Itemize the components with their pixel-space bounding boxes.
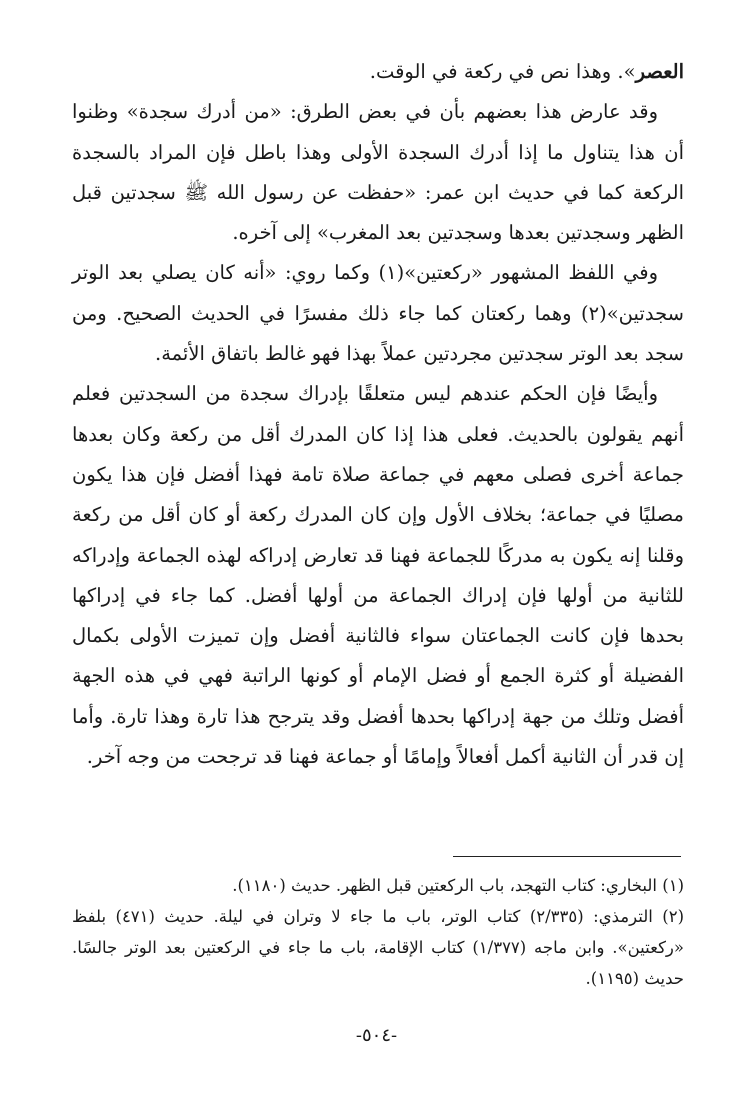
main-text: [72, 52, 684, 777]
footnote-separator: [453, 856, 681, 857]
paragraph-1: [72, 52, 684, 92]
paragraph-3: وفي اللفظ المشهور «ركعتين»(١) وكما روي: «أنه كان يصلي بعد الوتر سجدتين»(٢) وهما ركعتان كما جاء ذلك مفسرًا في الحديث الصحيح. ومن سجد بعد الوتر سجدتين مجردتين عملاً بهذا فهو غالط باتفاق الأئمة.: [72, 261, 684, 366]
page-number: -٥٠٤-: [355, 1025, 398, 1046]
footnote-1: (١) البخاري: كتاب التهجد، باب الركعتين قبل الظهر. حديث (١١٨٠).: [232, 876, 684, 895]
paragraph-1-text: ». وهذا نص في ركعة في الوقت.: [369, 60, 636, 83]
paragraph-4: وأيضًا فإن الحكم عندهم ليس متعلقًا بإدراك سجدة من السجدتين فعلم أنهم يقولون بالحديث. فعلى هذا إذا كان المدرك أقل من ركعة وكان بعدها جماعة أخرى فصلى معهم في جماعة صلاة تامة فهذا أفضل فإن هذا يكون مصليًا في جماعة؛ بخلاف الأول وإن كان المدرك ركعة أو كان أقل من ركعة وقلنا إنه يكون به مدركًا للجماعة فهنا قد تعارض إدراكه لهذه الجماعة وإدراكه للثانية من أولها فإن إدراك الجماعة من أولها أفضل. كما جاء في إدراكها بحدها فإن كانت الجماعتان سواء فالثانية أفضل وإن تميزت الأولى بكمال الفضيلة أو كثرة الجمع أو فضل الإمام أو كونها الراتبة فهي في هذه الجهة أفضل وتلك من جهة إدراكها بحدها أفضل وقد يترجح هذا تارة وهذا تارة. وأما إن قدر أن الثانية أكمل أفعالاً وإمامًا أو جماعة فهنا قد ترجحت من وجه آخر.: [72, 382, 684, 769]
footnote-2: (٢) الترمذي: (٢/٣٣٥) كتاب الوتر، باب ما جاء لا وتران في ليلة. حديث (٤٧١) بلفظ «ركعتين». وابن ماجه (١/٣٧٧) كتاب الإقامة، باب ما جاء في الركعتين بعد الوتر جالسًا. حديث (١١٩٥).: [72, 907, 684, 988]
footnotes: [72, 870, 684, 994]
paragraph-1-bold-word: العصر: [635, 60, 684, 83]
paragraph-2: وقد عارض هذا بعضهم بأن في بعض الطرق: «من أدرك سجدة» وظنوا أن هذا يتناول ما إذا أدرك السجدة الأولى وهذا باطل فإن المراد بالسجدة الركعة كما في حديث ابن عمر: «حفظت عن رسول الله ﷺ سجدتين قبل الظهر وسجدتين بعدها وسجدتين بعد المغرب» إلى آخره.: [72, 100, 684, 245]
